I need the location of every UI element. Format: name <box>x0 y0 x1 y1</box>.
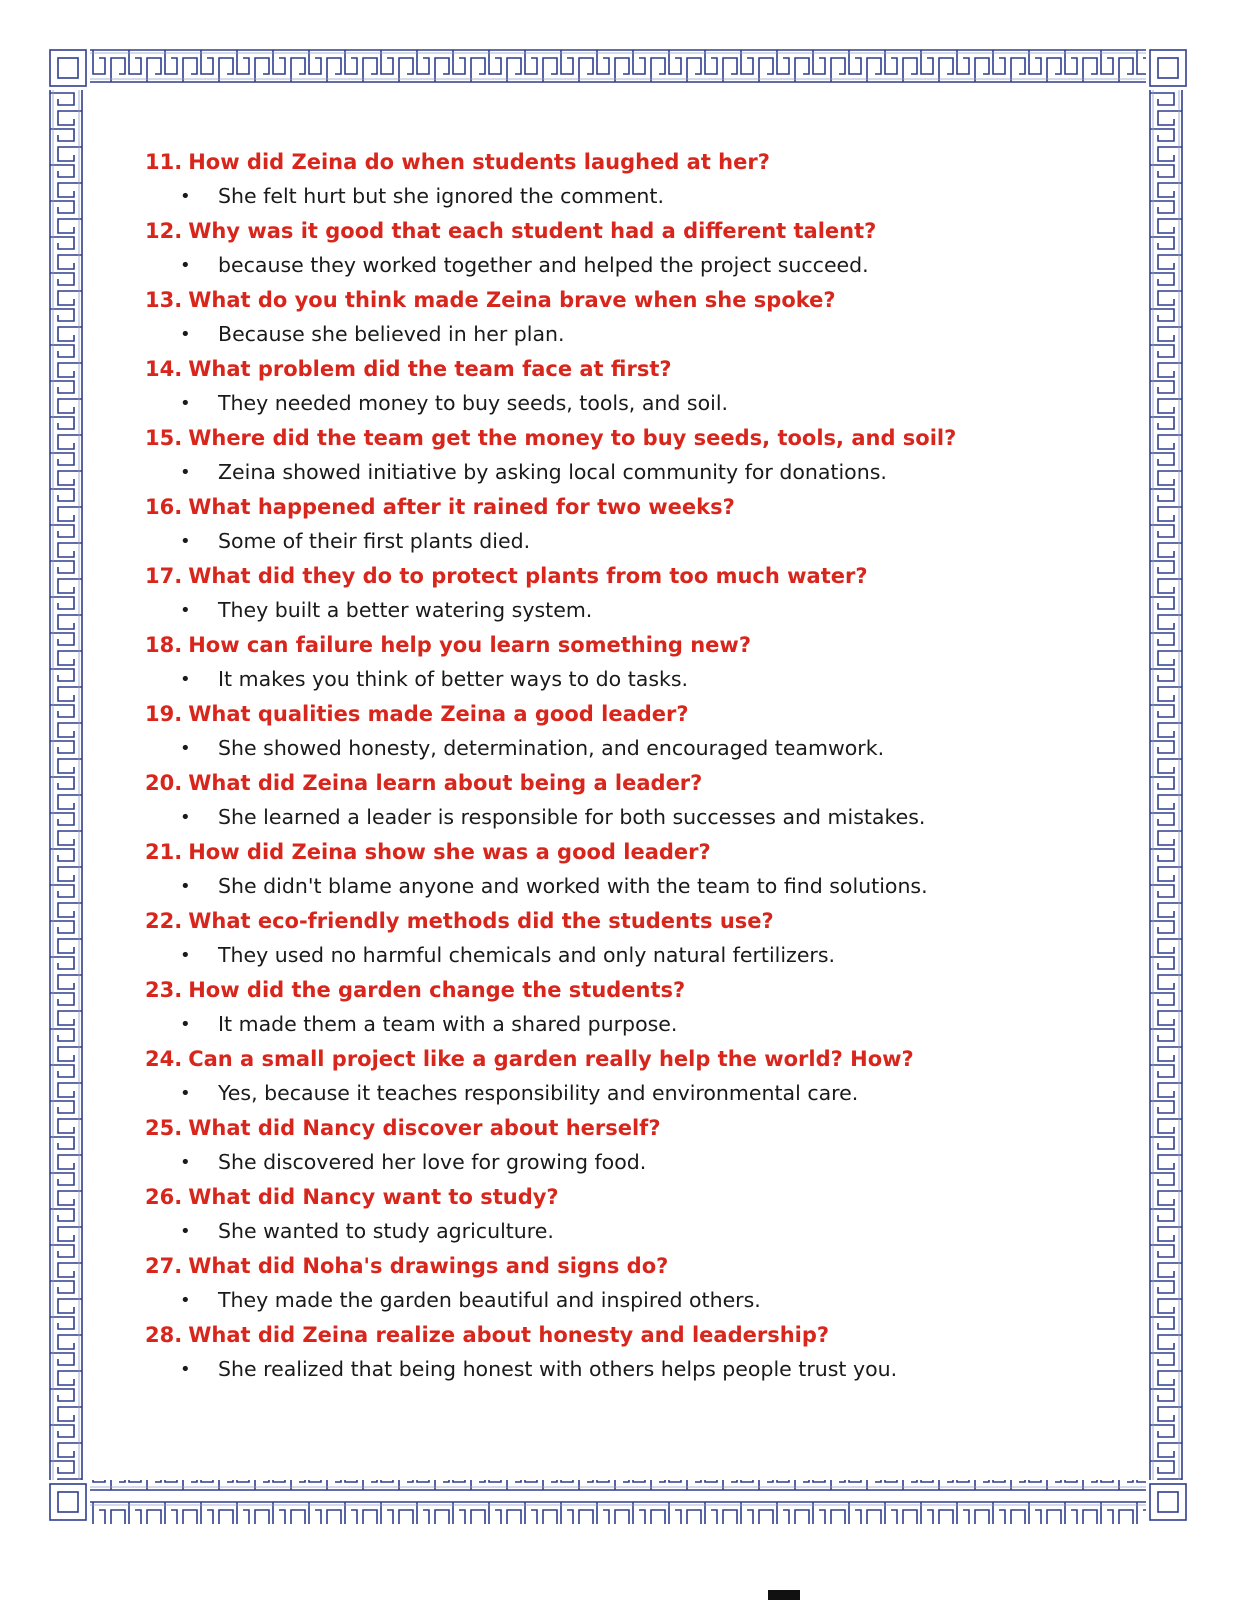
answer-text <box>145 1007 1045 1042</box>
answer-label: She felt hurt but she ignored the comment. <box>218 184 664 208</box>
question-number: 26. <box>145 1185 183 1209</box>
answer-text <box>145 524 1045 559</box>
question-label: How did Zeina do when students laughed at her? <box>188 150 770 174</box>
qa-item <box>145 1180 1045 1249</box>
bullet-icon: • <box>180 876 191 897</box>
question-number: 15. <box>145 426 183 450</box>
question-label: What do you think made Zeina brave when she spoke? <box>188 288 836 312</box>
question-text <box>145 559 1045 593</box>
answer-label: because they worked together and helped the project succeed. <box>218 253 869 277</box>
qa-item <box>145 973 1045 1042</box>
question-text <box>145 490 1045 524</box>
question-number: 12. <box>145 219 183 243</box>
answer-label: She wanted to study agriculture. <box>218 1219 554 1243</box>
question-number: 19. <box>145 702 183 726</box>
answer-label: They used no harmful chemicals and only natural fertilizers. <box>218 943 836 967</box>
bullet-icon: • <box>180 1359 191 1380</box>
question-label: What problem did the team face at first? <box>188 357 672 381</box>
bullet-icon: • <box>180 1014 191 1035</box>
question-number: 28. <box>145 1323 183 1347</box>
bullet-icon: • <box>180 462 191 483</box>
bullet-icon: • <box>180 669 191 690</box>
answer-text <box>145 317 1045 352</box>
qa-item <box>145 145 1045 214</box>
question-text <box>145 835 1045 869</box>
answer-text <box>145 593 1045 628</box>
question-label: Can a small project like a garden really help the world? How? <box>188 1047 914 1071</box>
question-label: What qualities made Zeina a good leader? <box>188 702 689 726</box>
bullet-icon: • <box>180 255 191 276</box>
answer-text <box>145 179 1045 214</box>
answer-label: It made them a team with a shared purpose. <box>218 1012 678 1036</box>
question-text <box>145 973 1045 1007</box>
question-number: 11. <box>145 150 183 174</box>
question-text <box>145 421 1045 455</box>
answer-text <box>145 1145 1045 1180</box>
question-label: What did they do to protect plants from too much water? <box>188 564 868 588</box>
bullet-icon: • <box>180 531 191 552</box>
answer-text <box>145 248 1045 283</box>
question-label: Where did the team get the money to buy seeds, tools, and soil? <box>188 426 957 450</box>
answer-label: Because she believed in her plan. <box>218 322 565 346</box>
answer-label: It makes you think of better ways to do tasks. <box>218 667 689 691</box>
bullet-icon: • <box>180 600 191 621</box>
question-label: What did Noha's drawings and signs do? <box>188 1254 669 1278</box>
question-number: 23. <box>145 978 183 1002</box>
answer-text <box>145 662 1045 697</box>
qa-item <box>145 1318 1045 1387</box>
question-label: How did the garden change the students? <box>188 978 686 1002</box>
bullet-icon: • <box>180 1152 191 1173</box>
qa-item <box>145 214 1045 283</box>
answer-text <box>145 869 1045 904</box>
question-text <box>145 697 1045 731</box>
answer-label: They made the garden beautiful and inspired others. <box>218 1288 761 1312</box>
answer-text <box>145 938 1045 973</box>
qa-item <box>145 283 1045 352</box>
question-number: 18. <box>145 633 183 657</box>
qa-item <box>145 835 1045 904</box>
question-text <box>145 766 1045 800</box>
question-answer-list <box>145 145 1045 1387</box>
question-label: How can failure help you learn something new? <box>188 633 752 657</box>
bullet-icon: • <box>180 324 191 345</box>
question-text <box>145 283 1045 317</box>
bullet-icon: • <box>180 1221 191 1242</box>
question-text <box>145 1249 1045 1283</box>
question-label: What did Nancy discover about herself? <box>188 1116 661 1140</box>
question-text <box>145 1180 1045 1214</box>
question-text <box>145 352 1045 386</box>
question-label: What eco-friendly methods did the students use? <box>188 909 774 933</box>
question-label: What did Zeina learn about being a leader? <box>188 771 703 795</box>
answer-label: Yes, because it teaches responsibility and environmental care. <box>218 1081 859 1105</box>
qa-item <box>145 352 1045 421</box>
question-text <box>145 1318 1045 1352</box>
answer-text <box>145 386 1045 421</box>
question-text <box>145 1111 1045 1145</box>
question-label: Why was it good that each student had a different talent? <box>188 219 877 243</box>
qa-item <box>145 766 1045 835</box>
bullet-icon: • <box>180 807 191 828</box>
question-label: How did Zeina show she was a good leader? <box>188 840 711 864</box>
answer-text <box>145 1076 1045 1111</box>
question-number: 25. <box>145 1116 183 1140</box>
answer-text <box>145 1283 1045 1318</box>
page-edge-mark <box>768 1590 800 1600</box>
question-number: 14. <box>145 357 183 381</box>
question-label: What happened after it rained for two weeks? <box>188 495 735 519</box>
question-number: 20. <box>145 771 183 795</box>
question-number: 22. <box>145 909 183 933</box>
question-label: What did Zeina realize about honesty and leadership? <box>188 1323 830 1347</box>
question-number: 27. <box>145 1254 183 1278</box>
question-number: 17. <box>145 564 183 588</box>
bullet-icon: • <box>180 1290 191 1311</box>
qa-item <box>145 628 1045 697</box>
question-text <box>145 904 1045 938</box>
answer-text <box>145 1352 1045 1387</box>
question-text <box>145 1042 1045 1076</box>
question-text <box>145 145 1045 179</box>
answer-label: They needed money to buy seeds, tools, and soil. <box>218 391 729 415</box>
qa-item <box>145 1249 1045 1318</box>
bullet-icon: • <box>180 945 191 966</box>
qa-item <box>145 1111 1045 1180</box>
answer-text <box>145 731 1045 766</box>
question-text <box>145 628 1045 662</box>
qa-item <box>145 490 1045 559</box>
answer-label: Some of their first plants died. <box>218 529 531 553</box>
answer-label: She didn't blame anyone and worked with the team to find solutions. <box>218 874 928 898</box>
bullet-icon: • <box>180 393 191 414</box>
question-number: 24. <box>145 1047 183 1071</box>
answer-label: They built a better watering system. <box>218 598 593 622</box>
answer-text <box>145 800 1045 835</box>
qa-item <box>145 904 1045 973</box>
bullet-icon: • <box>180 738 191 759</box>
qa-item <box>145 1042 1045 1111</box>
answer-label: She showed honesty, determination, and encouraged teamwork. <box>218 736 885 760</box>
qa-item <box>145 559 1045 628</box>
question-number: 13. <box>145 288 183 312</box>
question-text <box>145 214 1045 248</box>
answer-text <box>145 455 1045 490</box>
qa-item <box>145 697 1045 766</box>
question-number: 16. <box>145 495 183 519</box>
bullet-icon: • <box>180 186 191 207</box>
answer-label: She realized that being honest with others helps people trust you. <box>218 1357 898 1381</box>
qa-item <box>145 421 1045 490</box>
bullet-icon: • <box>180 1083 191 1104</box>
answer-label: She discovered her love for growing food. <box>218 1150 647 1174</box>
question-label: What did Nancy want to study? <box>188 1185 559 1209</box>
question-number: 21. <box>145 840 183 864</box>
answer-label: She learned a leader is responsible for both successes and mistakes. <box>218 805 926 829</box>
answer-label: Zeina showed initiative by asking local community for donations. <box>218 460 887 484</box>
answer-text <box>145 1214 1045 1249</box>
